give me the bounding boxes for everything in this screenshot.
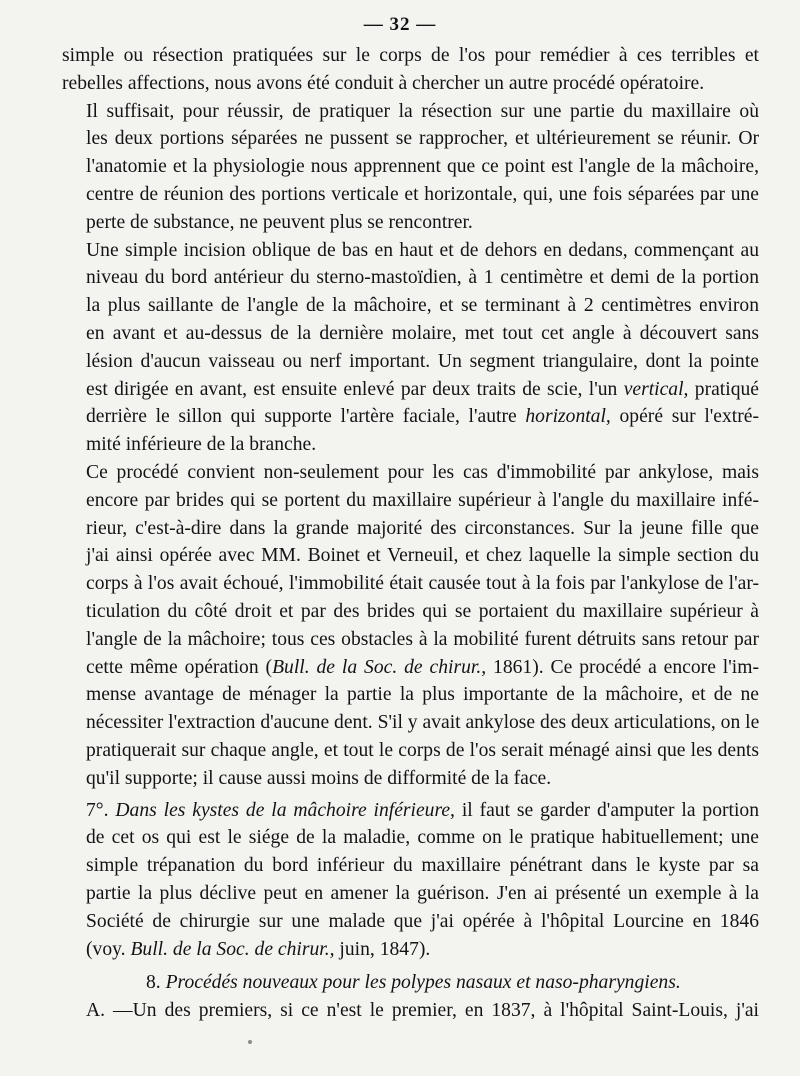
spacer bbox=[62, 963, 759, 967]
text-line: Ce procédé convient non-seulement pour les cas d'immobilité par ankylose, mais bbox=[86, 461, 759, 483]
text-line: corps à l'os avait échoué, l'immobilité était causée tout à la fois par l'ankylose de l'ar- bbox=[86, 573, 759, 595]
text-line: Une simple incision oblique de bas en haut et de dehors en dedans, commençant au bbox=[86, 239, 759, 261]
italic-citation: Bull. de la Soc. de chirur., bbox=[272, 656, 487, 678]
text-line: Il suffisait, pour réussir, de pratiquer la résection sur une partie du maxillaire où bbox=[86, 100, 759, 122]
text-line: l'anatomie et la physiologie nous apprennent que ce point est l'angle de la mâchoire, bbox=[86, 156, 759, 178]
text-line: les deux portions séparées ne pussent se rapprocher, et ultérieurement se réunir. Or bbox=[86, 128, 759, 150]
text-fragment: cette même opération ( bbox=[86, 656, 273, 678]
text-line bbox=[62, 936, 759, 964]
section-number: 8. bbox=[146, 972, 166, 994]
text-line: A. —Un des premiers, si ce n'est le premier, en 1837, à l'hôpital Saint-Louis, j'ai bbox=[86, 1000, 759, 1022]
text-line bbox=[62, 403, 759, 431]
text-line: qu'il supporte; il cause aussi moins de difformité de la face. bbox=[86, 767, 552, 789]
paragraph-4 bbox=[62, 459, 759, 793]
section-heading bbox=[62, 969, 759, 997]
text-line bbox=[62, 654, 759, 682]
text-line: simple ou résection pratiquées sur le corps de l'os pour remédier à ces terribles et bbox=[62, 45, 759, 66]
text-line: centre de réunion des portions verticale et horizontale, qui, une fois séparées par une bbox=[86, 183, 759, 205]
text-line: niveau du bord antérieur du sterno-mastoïdien, à 1 centimètre et demi de la portion bbox=[86, 267, 759, 289]
item-number: 7°. bbox=[86, 799, 116, 821]
text-line: perte de substance, ne peuvent plus se rencontrer. bbox=[86, 211, 473, 233]
page-number: — 32 — bbox=[363, 14, 437, 35]
text-line: mense avantage de ménager la partie la plus importante de la mâchoire, et de ne bbox=[86, 684, 759, 706]
text-line: rebelles affections, nous avons été conduit à chercher un autre procédé opératoire. bbox=[62, 72, 705, 94]
text-line: Société de chirurgie sur une malade que j'ai opérée à l'hôpital Lourcine en 1846 bbox=[86, 910, 759, 932]
text-fragment: derrière le sillon qui supporte l'artère faciale, l'autre bbox=[86, 406, 526, 428]
italic-citation: Bull. de la Soc. de chirur., bbox=[130, 938, 335, 960]
text-line bbox=[62, 797, 759, 825]
text-line: nécessiter l'extraction d'aucune dent. S'il y avait ankylose des deux articulations, on le bbox=[86, 712, 760, 734]
text-line: simple trépanation du bord inférieur du maxillaire pénétrant dans le kyste par sa bbox=[86, 855, 759, 877]
text-line: rieur, c'est-à-dire dans la grande majorité des circonstances. Sur la jeune fille que bbox=[86, 517, 759, 539]
text-line bbox=[62, 376, 759, 404]
text-line: j'ai ainsi opérée avec MM. Boinet et Verneuil, et chez laquelle la simple section du bbox=[86, 545, 759, 567]
paragraph-2 bbox=[62, 98, 759, 237]
text-line: encore par brides qui se portent du maxillaire supérieur à l'angle du maxillaire infé- bbox=[86, 489, 759, 511]
text-line: l'angle de la mâchoire; tous ces obstacles à la mobilité furent détruits sans retour par bbox=[86, 628, 759, 650]
text-line: mité inférieure de la branche. bbox=[86, 434, 317, 456]
italic-term-horizontal: horizontal, bbox=[525, 406, 611, 428]
text-fragment: 1861). Ce procédé a encore l'im- bbox=[486, 656, 759, 678]
text-line: la plus saillante de l'angle de la mâchoire, et se terminant à 2 centimètres environ bbox=[86, 295, 759, 317]
text-fragment: juin, 1847). bbox=[334, 938, 431, 960]
italic-term-vertical: vertical, bbox=[623, 378, 689, 400]
italic-heading: Dans les kystes de la mâchoire inférieure, bbox=[115, 799, 455, 821]
text-line: de cet os qui est le siége de la maladie, comme on le pratique habituellement; une bbox=[86, 827, 759, 849]
body-text bbox=[62, 42, 759, 1025]
paragraph-6 bbox=[62, 997, 759, 1025]
text-fragment: pratiqué bbox=[688, 378, 759, 400]
text-fragment: il faut se garder d'amputer la portion bbox=[454, 799, 759, 821]
paragraph-3 bbox=[62, 237, 759, 459]
text-fragment: opéré sur l'extré- bbox=[610, 406, 759, 428]
paragraph-1 bbox=[62, 42, 759, 98]
text-line: lésion d'aucun vaisseau ou nerf important. Un segment triangulaire, dont la pointe bbox=[86, 350, 759, 372]
text-line: partie la plus déclive peut en amener la guérison. J'en ai présenté un exemple à la bbox=[86, 882, 759, 904]
paragraph-5 bbox=[62, 797, 759, 964]
text-line: en avant et au-dessus de la dernière molaire, met tout cet angle à découvert sans bbox=[86, 322, 759, 344]
text-fragment: est dirigée en avant, est ensuite enlevé par deux traits de scie, l'un bbox=[86, 378, 624, 400]
text-line: pratiquerait sur chaque angle, et tout le corps de l'os serait ménagé ainsi que les dents bbox=[86, 739, 759, 761]
paper-speck bbox=[248, 1040, 252, 1044]
text-fragment: (voy. bbox=[86, 938, 131, 960]
section-title: Procédés nouveaux pour les polypes nasaux et naso-pharyngiens. bbox=[165, 972, 681, 994]
text-line: ticulation du côté droit et par des brides qui se portaient du maxillaire supérieur à bbox=[86, 600, 759, 622]
